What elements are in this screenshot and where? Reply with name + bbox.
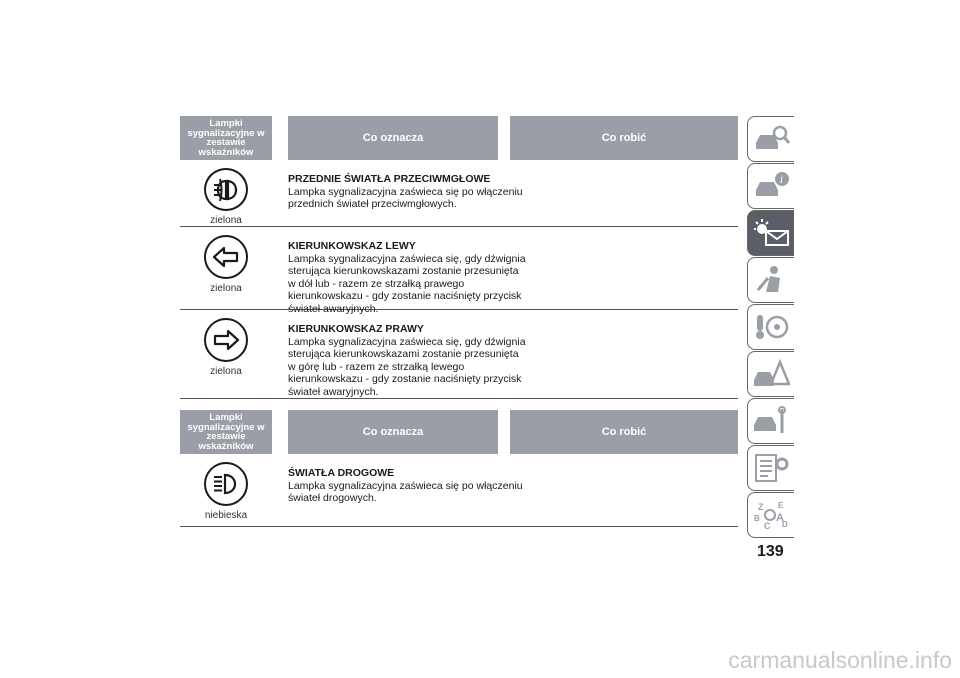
- light-color-label: zielona: [210, 215, 242, 226]
- turn-left-arrow-icon: [204, 235, 248, 279]
- header-col-action: Co robić: [510, 410, 738, 454]
- tab-warning-lights[interactable]: [747, 210, 794, 256]
- light-color-label: zielona: [210, 283, 242, 294]
- table-row: [180, 454, 738, 527]
- turn-right-arrow-icon: [204, 318, 248, 362]
- alphabet-index-icon: [752, 499, 790, 531]
- header-col-lights: Lampki sygnalizacyjne w zestawie wskaźników: [180, 410, 272, 454]
- high-beam-icon: [204, 462, 248, 506]
- header-col-meaning: Co oznacza: [288, 116, 498, 160]
- table-header: [180, 410, 738, 454]
- row-title: ŚWIATŁA DROGOWE: [288, 467, 395, 479]
- table-row: [180, 160, 738, 227]
- light-color-label: niebieska: [204, 510, 248, 521]
- table-header: [180, 116, 738, 160]
- seat-passenger-icon: [752, 264, 790, 296]
- svg-text:B: B: [754, 514, 760, 523]
- table-row: [180, 310, 738, 399]
- car-info-icon: [752, 170, 790, 202]
- chapter-sidebar: [747, 116, 793, 539]
- header-col-lights: Lampki sygnalizacyjne w zestawie wskaźników: [180, 116, 272, 160]
- row-description: Lampka sygnalizacyjna zaświeca się po włączeniu świateł drogowych.: [288, 479, 523, 505]
- car-warning-triangle-icon: [752, 358, 790, 390]
- light-color-label: zielona: [210, 366, 242, 377]
- tab-index[interactable]: [747, 492, 794, 538]
- row-description: Lampka sygnalizacyjna zaświeca się, gdy dźwignia sterująca kierunkowskazami zostanie przesunięta w górę lub - razem ze strzałką lewego kierunkowskazu - gdy zostanie naciśnięty przycisk świateł awaryjnych.: [288, 335, 526, 398]
- warning-lights-table-2: [180, 410, 738, 527]
- row-title: KIERUNKOWSKAZ PRAWY: [288, 323, 424, 335]
- watermark: carmanualsonline.info: [728, 647, 952, 673]
- header-col-meaning: Co oznacza: [288, 410, 498, 454]
- row-title: KIERUNKOWSKAZ LEWY: [288, 240, 416, 252]
- warning-lights-table-1: [180, 116, 738, 399]
- header-col-action: Co robić: [510, 116, 738, 160]
- car-search-icon: [752, 123, 790, 155]
- key-steering-wheel-icon: [752, 311, 790, 343]
- tab-emergency[interactable]: [747, 351, 794, 397]
- tab-seats[interactable]: [747, 257, 794, 303]
- tab-technical-data[interactable]: [747, 445, 794, 491]
- warning-light-envelope-icon: [752, 217, 790, 249]
- front-fog-light-icon: [204, 168, 248, 211]
- svg-text:E: E: [778, 501, 784, 510]
- document-gear-icon: [752, 452, 790, 484]
- svg-text:D: D: [782, 520, 788, 529]
- page-number: 139: [757, 543, 784, 560]
- tab-car-search[interactable]: [747, 116, 794, 162]
- svg-text:i: i: [780, 175, 784, 186]
- tab-maintenance[interactable]: [747, 398, 794, 444]
- row-description: Lampka sygnalizacyjna zaświeca się po włączeniu przednich świateł przeciwmgłowych.: [288, 185, 523, 211]
- svg-text:C: C: [764, 521, 771, 531]
- svg-text:Z: Z: [758, 502, 764, 512]
- tab-car-info[interactable]: [747, 163, 794, 209]
- tab-starting-driving[interactable]: [747, 304, 794, 350]
- svg-text:A: A: [776, 512, 784, 524]
- row-description: Lampka sygnalizacyjna zaświeca się, gdy dźwignia sterująca kierunkowskazami zostanie przesunięta w dół lub - razem ze strzałką prawego kierunkowskazu - gdy zostanie naciśnięty przycisk świateł awaryjnych.: [288, 252, 526, 315]
- table-row: [180, 227, 738, 315]
- row-title: PRZEDNIE ŚWIATŁA PRZECIWMGŁOWE: [288, 173, 491, 185]
- car-wrench-icon: [752, 405, 790, 437]
